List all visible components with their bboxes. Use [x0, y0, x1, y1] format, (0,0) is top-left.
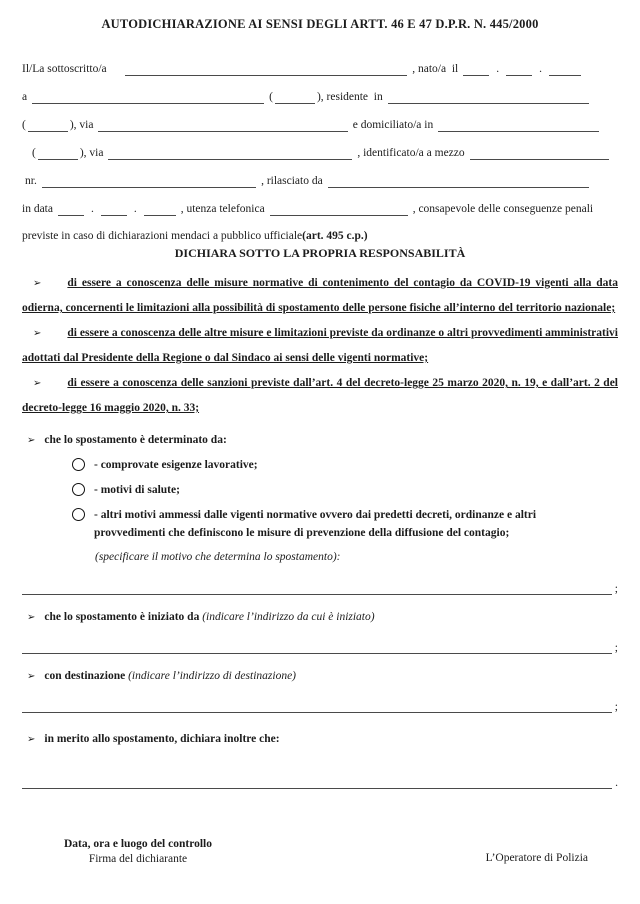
origin-field[interactable] — [22, 643, 612, 654]
residence-city-field[interactable] — [388, 91, 589, 104]
subscriber-line — [22, 60, 618, 76]
line-semicolon: ; — [614, 642, 618, 654]
police-officer-label: L’Operatore di Polizia — [485, 852, 588, 864]
resident-label: ), residente in — [316, 91, 383, 103]
arrow-bullet-icon: ➢ — [27, 612, 36, 623]
aware-label: , consapevole delle conseguenze penali — [412, 203, 594, 215]
birth-year-field[interactable] — [549, 63, 581, 76]
penalty-article: (art. 495 c.p.) — [302, 230, 368, 242]
domicile-city-field[interactable] — [438, 119, 599, 132]
signature-area — [64, 837, 588, 867]
specify-reason-hint: (specificare il motivo che determina lo spostamento): — [95, 551, 341, 563]
arrow-bullet-icon: ➢ — [27, 671, 36, 682]
arrow-bullet-icon: ➢ — [27, 734, 36, 745]
nr-label: nr. — [25, 175, 37, 187]
id-number-field[interactable] — [42, 175, 256, 188]
id-number-line — [22, 172, 618, 188]
option-label: - comprovate esigenze lavorative; — [94, 459, 258, 471]
radio-button-icon[interactable] — [72, 508, 85, 521]
option-health-reasons[interactable] — [72, 481, 604, 499]
birth-place-field[interactable] — [32, 91, 264, 104]
via-label: ), via — [69, 119, 94, 131]
id-type-field[interactable] — [470, 147, 609, 160]
arrow-bullet-icon: ➢ — [33, 378, 42, 389]
destination-hint: (indicare l’indirizzo di destinazione) — [128, 670, 297, 682]
identified-label: , identificato/a a mezzo — [357, 147, 465, 159]
phone-field[interactable] — [270, 203, 408, 216]
date-separator: . — [539, 63, 542, 75]
control-datetime-label: Data, ora e luogo del controllo — [64, 838, 212, 850]
birthplace-line — [22, 88, 618, 104]
declaration-text: di essere a conoscenza delle misure normative di contenimento del contagio da COVID-19 vigenti alla data odierna, concernenti le limitazioni alla possibilità di spostamento delle persone fisiche all’interno del territorio nazionale; — [22, 277, 618, 314]
destination-heading — [22, 667, 618, 686]
declaration-text: di essere a conoscenza delle sanzioni previste dall’art. 4 del decreto-legge 25 marzo 2020, n. 19, e dall’art. 2 del decreto-legge 16 maggio 2020, n. 33; — [22, 377, 618, 414]
subscriber-name-field[interactable] — [125, 63, 408, 76]
arrow-bullet-icon: ➢ — [33, 278, 42, 289]
radio-button-icon[interactable] — [72, 483, 85, 496]
declarant-signature-label: Firma del dichiarante — [88, 853, 188, 865]
domicile-street-field[interactable] — [108, 147, 352, 160]
date-separator: . — [90, 203, 94, 215]
paren-open: ( — [22, 119, 26, 131]
further-declaration-line — [22, 777, 618, 789]
declarant-block — [64, 837, 212, 867]
line-semicolon: ; — [614, 701, 618, 713]
further-declaration-label: in merito allo spostamento, dichiara inoltre che: — [44, 733, 280, 745]
destination-line — [22, 701, 618, 713]
birth-month-field[interactable] — [506, 63, 532, 76]
residence-line — [22, 116, 618, 132]
via-label: ), via — [79, 147, 104, 159]
radio-button-icon[interactable] — [72, 458, 85, 471]
birthplace-label: a — [22, 91, 28, 103]
declaration-item-other-measures — [22, 321, 618, 371]
birth-province-field[interactable] — [275, 91, 315, 104]
destination-field[interactable] — [22, 702, 612, 713]
destination-label: con destinazione — [44, 670, 129, 682]
paren-open: ( — [269, 91, 273, 103]
penalty-line — [22, 228, 618, 243]
origin-hint: (indicare l’indirizzo da cui è iniziato) — [202, 611, 375, 623]
further-declaration-field[interactable] — [22, 778, 612, 789]
domicile-province-field[interactable] — [38, 147, 78, 160]
option-label: - motivi di salute; — [94, 484, 180, 496]
reason-field[interactable] — [22, 584, 612, 595]
movement-reason-heading — [22, 431, 618, 450]
doc-title: AUTODICHIARAZIONE AI SENSI DEGLI ARTT. 46 E 47 D.P.R. N. 445/2000 — [101, 17, 539, 31]
birth-day-field[interactable] — [463, 63, 489, 76]
declaration-heading: DICHIARA SOTTO LA PROPRIA RESPONSABILITÀ — [174, 246, 466, 260]
declaration-text: di essere a conoscenza delle altre misure e limitazioni previste da ordinanze o altri provvedimenti amministrativi adottati dal Presidente della Regione o dal Sindaco ai sensi delle vigenti normative; — [22, 327, 618, 364]
issue-day-field[interactable] — [58, 203, 84, 216]
origin-heading — [22, 608, 618, 627]
further-declaration-heading — [22, 730, 618, 749]
penalty-text: previste in caso di dichiarazioni mendaci a pubblico ufficiale — [22, 230, 303, 242]
date-separator: . — [496, 63, 500, 75]
paren-open: ( — [32, 147, 36, 159]
date-separator: . — [133, 203, 137, 215]
subscriber-label: Il/La sottoscritto/a — [22, 63, 107, 75]
declaration-item-measures — [22, 271, 618, 321]
reason-line — [22, 583, 618, 595]
origin-line — [22, 642, 618, 654]
origin-label: che lo spostamento è iniziato da — [44, 611, 203, 623]
line-semicolon: ; — [614, 583, 618, 595]
declaration-item-sanctions — [22, 371, 618, 421]
domiciled-label: e domiciliato/a in — [352, 119, 434, 131]
reason-options — [22, 456, 618, 542]
issued-label: , rilasciato da — [261, 175, 323, 187]
arrow-bullet-icon: ➢ — [33, 328, 42, 339]
domicile-line — [22, 144, 618, 160]
option-work-reasons[interactable] — [72, 456, 604, 474]
residence-province-field[interactable] — [28, 119, 68, 132]
movement-reason-label: che lo spostamento è determinato da: — [44, 434, 227, 446]
issue-month-field[interactable] — [101, 203, 127, 216]
line-period: . — [615, 777, 618, 789]
residence-street-field[interactable] — [98, 119, 347, 132]
issue-date-line — [22, 200, 618, 216]
option-other-reasons[interactable] — [72, 506, 604, 542]
born-label: , nato/a il — [412, 63, 459, 75]
id-issuer-field[interactable] — [328, 175, 589, 188]
issue-date-label: in data — [22, 203, 53, 215]
option-label: - altri motivi ammessi dalle vigenti normative ovvero dai predetti decreti, ordinanze e altri provvedimenti che definiscono le misure di prevenzione della diffusione del contagio; — [94, 509, 537, 539]
issue-year-field[interactable] — [144, 203, 176, 216]
arrow-bullet-icon: ➢ — [27, 435, 36, 446]
phone-label: , utenza telefonica — [180, 203, 265, 215]
